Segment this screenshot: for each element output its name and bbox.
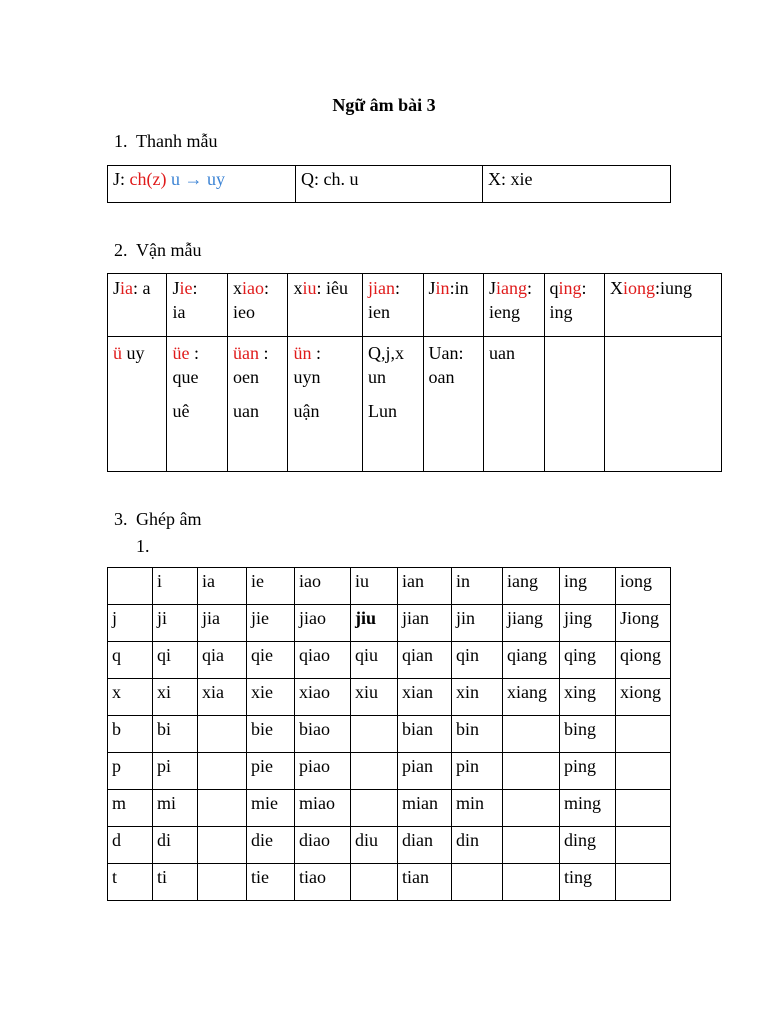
table-row — [108, 605, 671, 642]
table-cell: xiang — [503, 679, 560, 716]
cell-text: : — [395, 278, 401, 298]
table-cell — [484, 274, 544, 337]
table-cell: ing — [560, 568, 616, 605]
table-cell: j — [108, 605, 153, 642]
arrow-right-icon: → — [184, 169, 203, 189]
table-cell-j — [108, 166, 296, 203]
table-cell — [423, 274, 483, 337]
table-cell: d — [108, 827, 153, 864]
table-row — [108, 864, 671, 901]
table-cell — [452, 864, 503, 901]
table-cell: bin — [452, 716, 503, 753]
table-cell: jie — [247, 605, 295, 642]
cell-text: x — [232, 278, 242, 298]
cell-text: q — [549, 278, 559, 298]
table-cell — [351, 753, 398, 790]
table-cell: jia — [198, 605, 247, 642]
table-cell: ia — [198, 568, 247, 605]
cell-text: : — [311, 343, 321, 363]
table-cell-q: Q: ch. u — [296, 166, 483, 203]
cell-text-red: ün — [293, 343, 312, 363]
van-mau-table — [107, 273, 722, 472]
cell-text: Uan: — [428, 343, 464, 363]
table-cell: biao — [295, 716, 351, 753]
table-cell: mian — [398, 790, 452, 827]
table-cell: ti — [153, 864, 198, 901]
table-row — [108, 790, 671, 827]
cell-text: que — [172, 367, 199, 387]
cell-text-red: ing — [558, 278, 582, 298]
section-number: 3. — [114, 509, 128, 529]
table-cell — [544, 274, 604, 337]
table-row — [108, 274, 722, 337]
section-number: 2. — [114, 240, 128, 260]
cell-text-red: iu — [302, 278, 317, 298]
cell-text: J — [113, 278, 121, 298]
cell-text: : — [527, 278, 533, 298]
table-cell: jiu — [351, 605, 398, 642]
cell-text: Q,j,x — [368, 343, 405, 363]
cell-text: ing — [549, 302, 573, 322]
table-cell: jian — [398, 605, 452, 642]
table-cell: xing — [560, 679, 616, 716]
table-cell: tian — [398, 864, 452, 901]
section-heading-thanh-mau — [114, 131, 217, 152]
table-cell: diu — [351, 827, 398, 864]
table-cell: din — [452, 827, 503, 864]
table-cell: qian — [398, 642, 452, 679]
cell-text-red: iang — [496, 278, 528, 298]
table-cell: min — [452, 790, 503, 827]
table-cell: jiao — [295, 605, 351, 642]
table-cell — [198, 827, 247, 864]
table-cell: di — [153, 827, 198, 864]
table-cell: iao — [295, 568, 351, 605]
table-cell — [288, 274, 363, 337]
table-cell: diao — [295, 827, 351, 864]
table-cell-x: X: xie — [483, 166, 671, 203]
table-cell: in — [452, 568, 503, 605]
cell-text-red: in — [435, 278, 450, 298]
table-cell: xin — [452, 679, 503, 716]
table-row — [108, 642, 671, 679]
cell-text-red: üe — [172, 343, 190, 363]
cell-text: uy — [122, 343, 145, 363]
table-cell: mie — [247, 790, 295, 827]
table-row — [108, 679, 671, 716]
thanh-mau-table — [107, 165, 671, 203]
table-cell — [503, 790, 560, 827]
table-cell: m — [108, 790, 153, 827]
section-heading-van-mau — [114, 240, 201, 261]
table-cell: tiao — [295, 864, 351, 901]
table-cell: p — [108, 753, 153, 790]
table-row — [108, 166, 671, 203]
table-row — [108, 753, 671, 790]
table-cell — [616, 864, 671, 901]
cell-text: J — [489, 278, 497, 298]
table-cell — [363, 337, 423, 472]
table-cell — [363, 274, 423, 337]
table-cell: q — [108, 642, 153, 679]
table-cell: ji — [153, 605, 198, 642]
table-cell — [503, 864, 560, 901]
cell-text: Lun — [368, 401, 398, 421]
table-cell — [503, 753, 560, 790]
table-cell — [198, 790, 247, 827]
table-cell: miao — [295, 790, 351, 827]
cell-text: : iêu — [316, 278, 348, 298]
table-cell: xia — [198, 679, 247, 716]
cell-text: : — [189, 343, 199, 363]
table-cell — [503, 716, 560, 753]
table-cell: xiao — [295, 679, 351, 716]
cell-text: : — [263, 278, 269, 298]
table-cell — [227, 337, 287, 472]
table-cell — [351, 790, 398, 827]
cell-text-red: ü — [113, 343, 122, 363]
table-cell: ting — [560, 864, 616, 901]
table-row — [108, 716, 671, 753]
cell-text: uan — [232, 401, 259, 421]
table-cell — [616, 753, 671, 790]
section-label: Vận mẫu — [136, 240, 202, 260]
table-cell: qie — [247, 642, 295, 679]
cell-text-red: ie — [179, 278, 193, 298]
page-title: Ngữ âm bài 3 — [332, 95, 436, 115]
table-cell: bi — [153, 716, 198, 753]
table-cell: qin — [452, 642, 503, 679]
subsection-number: 1. — [136, 536, 150, 556]
table-cell: xiu — [351, 679, 398, 716]
cell-text: x — [293, 278, 303, 298]
cell-text: uan — [489, 343, 516, 363]
table-cell: mi — [153, 790, 198, 827]
table-cell: bian — [398, 716, 452, 753]
table-cell: xi — [153, 679, 198, 716]
table-cell: piao — [295, 753, 351, 790]
table-cell: qing — [560, 642, 616, 679]
table-cell — [544, 337, 604, 472]
table-cell: iong — [616, 568, 671, 605]
cell-text: J — [172, 278, 180, 298]
cell-text: uyn — [293, 367, 321, 387]
cell-text: :iung — [655, 278, 693, 298]
table-cell — [108, 274, 167, 337]
table-cell: t — [108, 864, 153, 901]
table-cell — [198, 864, 247, 901]
cell-text-red: jian — [368, 278, 396, 298]
cell-text: ieo — [232, 302, 255, 322]
table-cell: bie — [247, 716, 295, 753]
table-cell — [423, 337, 483, 472]
cell-text-red: ia — [120, 278, 134, 298]
cell-text: uận — [293, 401, 320, 421]
ghep-am-table — [107, 567, 671, 901]
table-cell: iu — [351, 568, 398, 605]
cell-text: uê — [172, 401, 190, 421]
table-cell — [503, 827, 560, 864]
cell-text: X — [609, 278, 623, 298]
table-cell: xiong — [616, 679, 671, 716]
table-row — [108, 337, 722, 472]
table-cell: bing — [560, 716, 616, 753]
table-cell — [616, 790, 671, 827]
table-cell: qiang — [503, 642, 560, 679]
table-cell — [604, 337, 721, 472]
table-cell — [351, 716, 398, 753]
table-cell — [108, 337, 167, 472]
table-cell: pin — [452, 753, 503, 790]
table-row — [108, 827, 671, 864]
cell-text: ia — [172, 302, 186, 322]
table-cell: qia — [198, 642, 247, 679]
table-cell — [167, 274, 227, 337]
table-cell — [616, 827, 671, 864]
table-cell — [604, 274, 721, 337]
cell-text: : — [258, 343, 269, 363]
table-cell: b — [108, 716, 153, 753]
table-cell: qiu — [351, 642, 398, 679]
cell-text: J — [428, 278, 436, 298]
section-number: 1. — [114, 131, 128, 151]
table-cell: tie — [247, 864, 295, 901]
table-cell: qiong — [616, 642, 671, 679]
table-cell: ping — [560, 753, 616, 790]
table-cell — [227, 274, 287, 337]
cell-text: : — [192, 278, 198, 298]
table-cell: ding — [560, 827, 616, 864]
table-cell: qi — [153, 642, 198, 679]
table-cell: pie — [247, 753, 295, 790]
table-cell: pi — [153, 753, 198, 790]
table-header-row — [108, 568, 671, 605]
cell-text: un — [368, 367, 387, 387]
cell-text-red: iao — [241, 278, 264, 298]
cell-text-red: iong — [622, 278, 655, 298]
table-cell — [198, 753, 247, 790]
cell-text: ieng — [489, 302, 521, 322]
table-cell — [288, 337, 363, 472]
table-cell: Jiong — [616, 605, 671, 642]
cell-text-red: ch(z) — [129, 169, 167, 189]
table-cell: jiang — [503, 605, 560, 642]
cell-text: J: — [113, 169, 130, 189]
table-cell: xian — [398, 679, 452, 716]
table-cell: ming — [560, 790, 616, 827]
table-cell — [108, 568, 153, 605]
table-cell: iang — [503, 568, 560, 605]
cell-text-red: üan — [232, 343, 259, 363]
table-cell — [198, 716, 247, 753]
cell-text: : a — [133, 278, 151, 298]
cell-text-blue: uy — [202, 169, 225, 189]
table-cell: ie — [247, 568, 295, 605]
table-cell: xie — [247, 679, 295, 716]
table-cell: die — [247, 827, 295, 864]
table-cell — [167, 337, 227, 472]
cell-text: oen — [232, 367, 259, 387]
table-cell — [351, 864, 398, 901]
section-label: Thanh mẫu — [136, 131, 218, 151]
cell-text: :in — [449, 278, 469, 298]
section-label: Ghép âm — [136, 509, 202, 529]
cell-text: : — [581, 278, 587, 298]
table-cell — [484, 337, 544, 472]
table-cell: dian — [398, 827, 452, 864]
cell-text-blue: u — [166, 169, 185, 189]
table-cell: ian — [398, 568, 452, 605]
table-cell: qiao — [295, 642, 351, 679]
section-heading-ghep-am — [114, 509, 201, 530]
table-cell: pian — [398, 753, 452, 790]
cell-text: ien — [368, 302, 391, 322]
table-cell: jing — [560, 605, 616, 642]
table-cell: i — [153, 568, 198, 605]
table-cell — [616, 716, 671, 753]
cell-text: oan — [428, 367, 455, 387]
table-cell: jin — [452, 605, 503, 642]
table-cell: x — [108, 679, 153, 716]
